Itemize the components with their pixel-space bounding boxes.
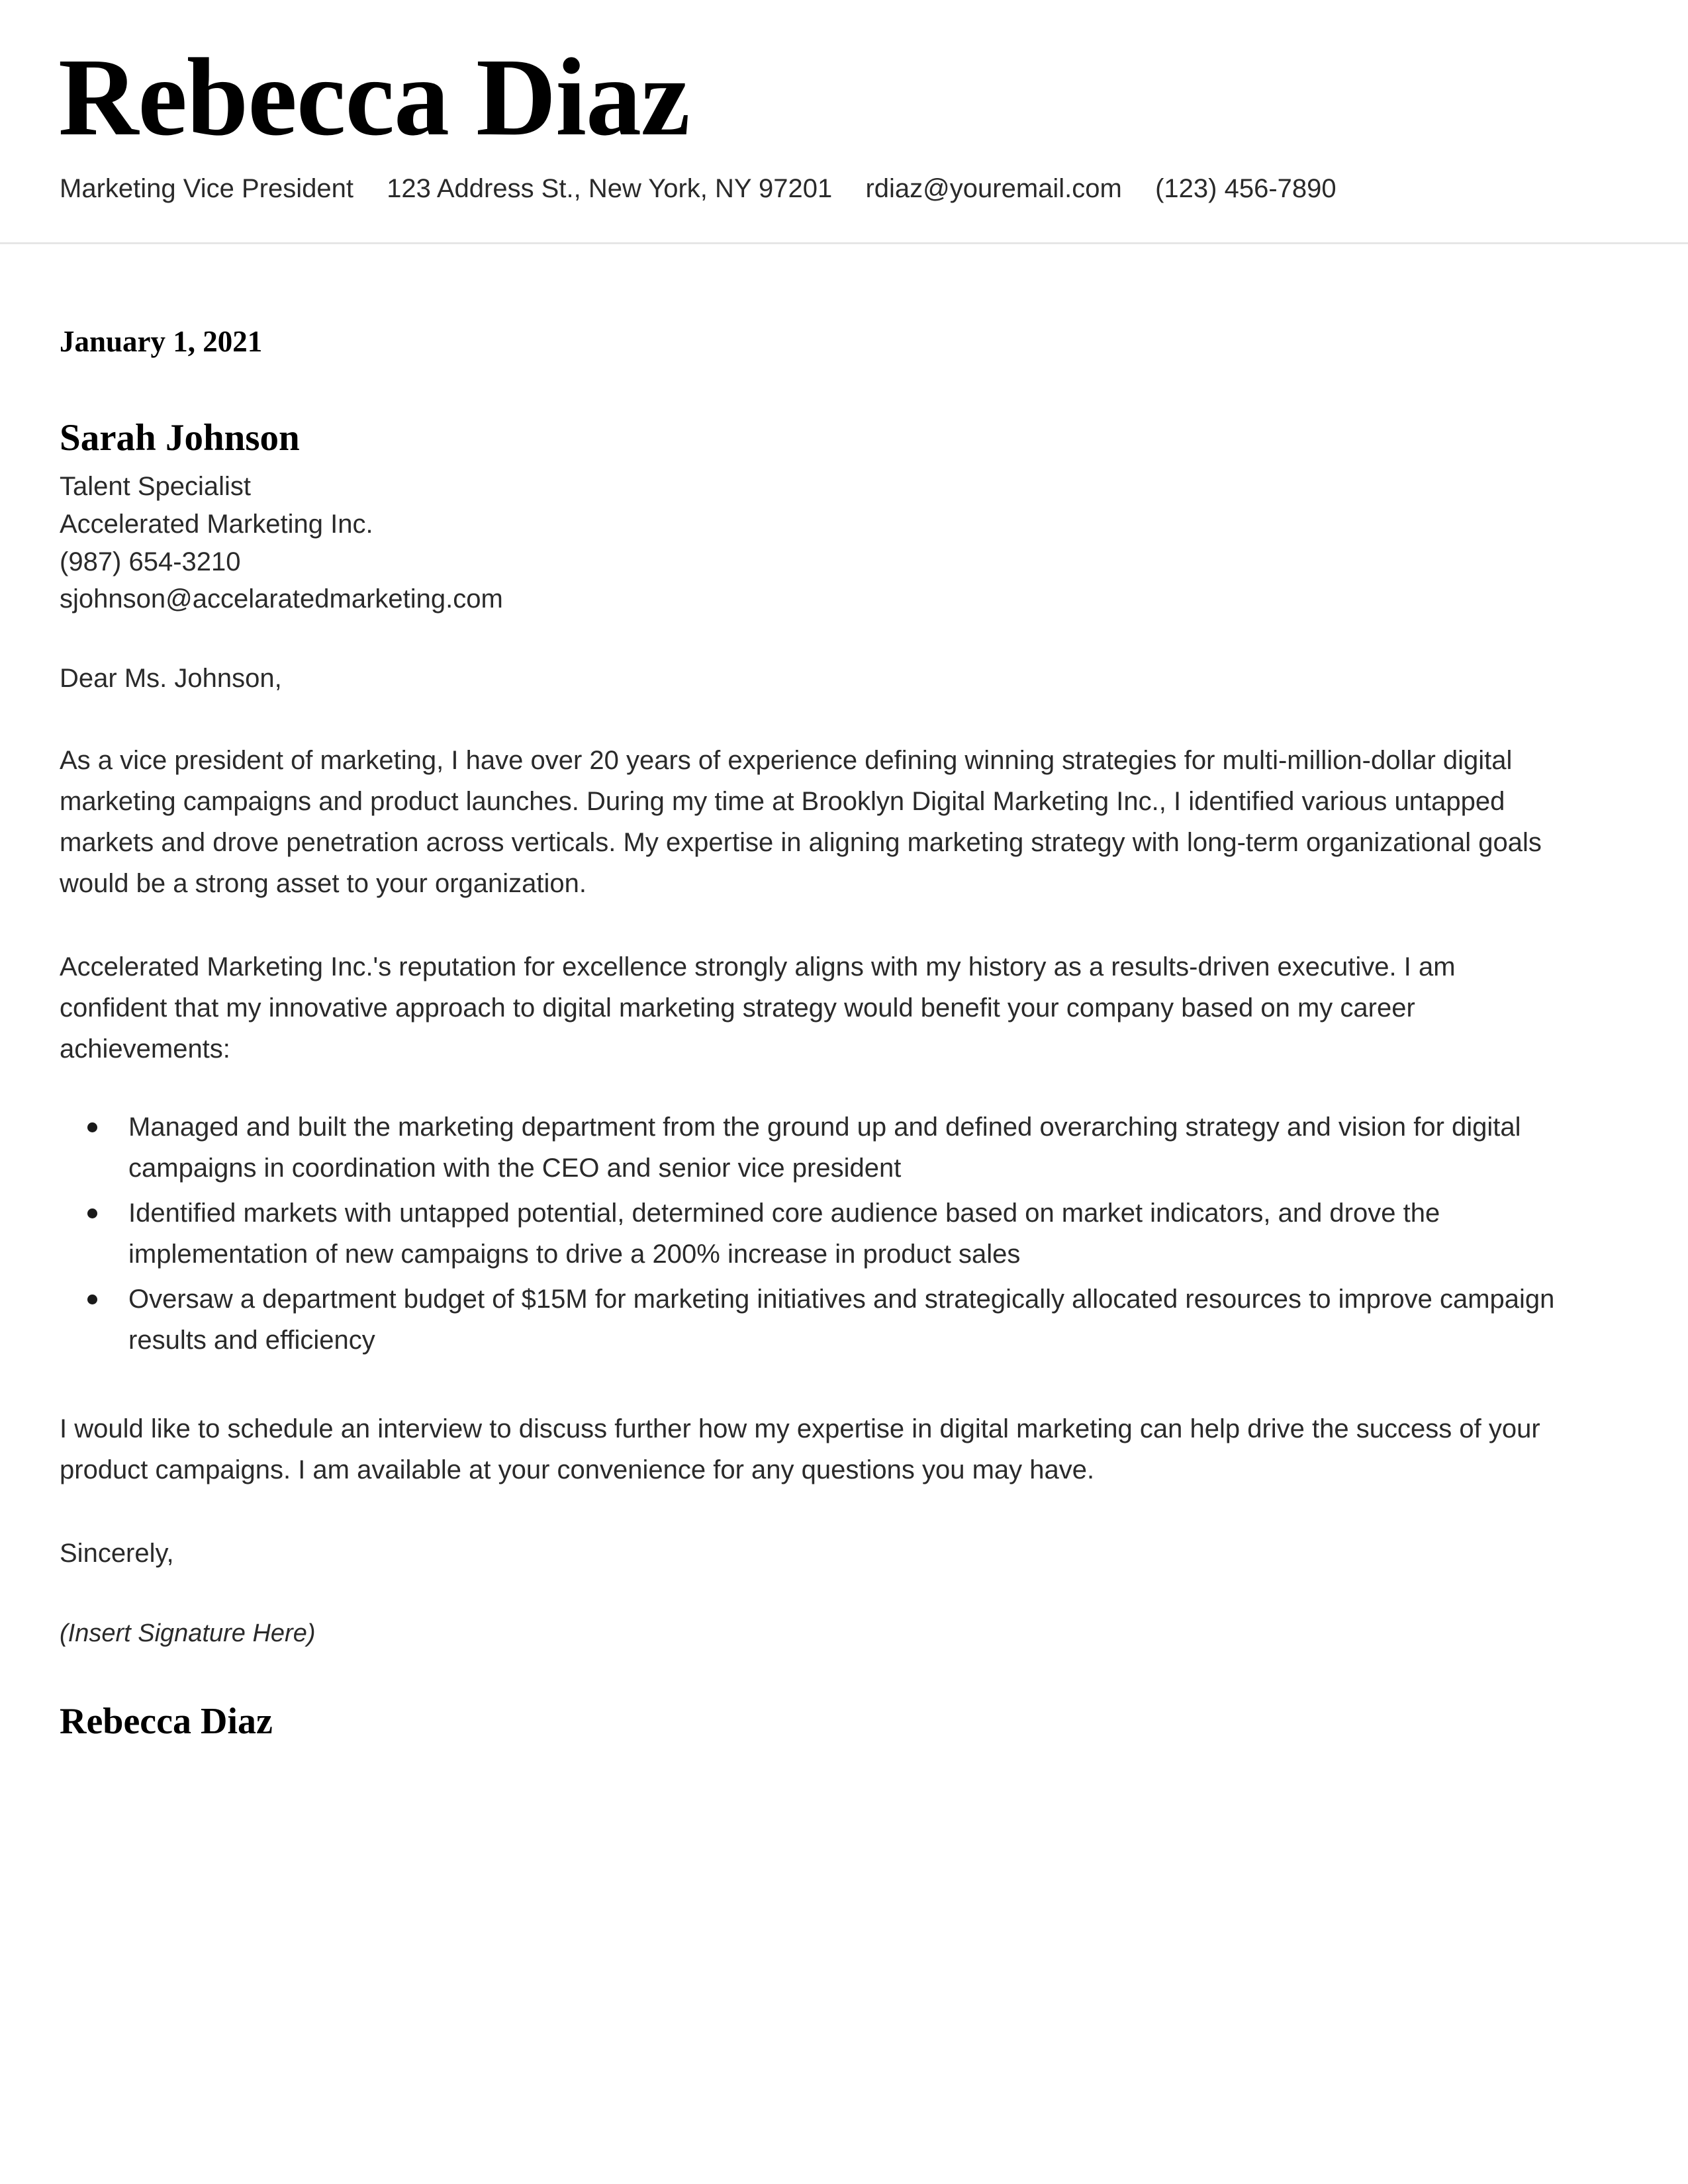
- list-item-text: Identified markets with untapped potential, determined core audience based on market indicators, and drove the implementation of new campaigns to drive a 200% increase in product sales: [128, 1199, 1440, 1269]
- bullet-point-icon: [87, 1208, 97, 1218]
- contact-info-line: [60, 173, 1688, 205]
- contact-phone: (123) 456-7890: [1155, 174, 1336, 204]
- salutation: Dear Ms. Johnson,: [60, 664, 282, 694]
- list-item: [60, 1279, 1569, 1361]
- letterhead: [0, 0, 1688, 244]
- recipient-company: Accelerated Marketing Inc.: [60, 509, 373, 539]
- recipient-phone: (987) 654-3210: [60, 547, 241, 576]
- recipient-title: Talent Specialist: [60, 471, 252, 501]
- closing-salutation: Sincerely,: [60, 1539, 174, 1569]
- body-paragraph-1: As a vice president of marketing, I have over 20 years of experience defining winning strategies for multi-million-dollar digital marketing campaigns and product launches. During my time at Brooklyn Digital Marketing Inc., I identified various untapped markets and drove penetration across verticals. My expertise in aligning marketing strategy with long-term organizational goals would be a strong asset to your organization.: [60, 746, 1542, 899]
- achievements-list: [60, 1107, 1569, 1361]
- bullet-point-icon: [87, 1295, 97, 1304]
- bullet-point-icon: [87, 1122, 97, 1132]
- list-item-text: Managed and built the marketing department from the ground up and defined overarching strategy and vision for digital campaigns in coordination with the CEO and senior vice president: [128, 1113, 1521, 1183]
- recipient-block: [60, 416, 1569, 618]
- page-title: Rebecca Diaz: [58, 36, 690, 159]
- contact-email: rdiaz@youremail.com: [865, 174, 1122, 204]
- letter-body: [0, 324, 1688, 1743]
- contact-job-title: Marketing Vice President: [60, 174, 353, 204]
- body-paragraph-3: I would like to schedule an interview to discuss further how my expertise in digital marketing can help drive the success of your product campaigns. I am available at your convenience for any questions you may have.: [60, 1414, 1540, 1485]
- list-item: [60, 1193, 1569, 1275]
- letter-date: January 1, 2021: [60, 325, 263, 359]
- list-item-text: Oversaw a department budget of $15M for marketing initiatives and strategically allocated resources to improve campaign results and efficiency: [128, 1285, 1555, 1355]
- body-paragraph-2: Accelerated Marketing Inc.'s reputation for excellence strongly aligns with my history as a results-driven executive. I am confident that my innovative approach to digital marketing strategy would benefit your company based on my career achievements:: [60, 952, 1456, 1064]
- list-item: [60, 1107, 1569, 1189]
- recipient-name: Sarah Johnson: [60, 417, 300, 459]
- header-divider: [0, 242, 1688, 244]
- contact-address: 123 Address St., New York, NY 97201: [387, 174, 833, 204]
- signature-placeholder: (Insert Signature Here): [60, 1619, 316, 1648]
- recipient-email: sjohnson@accelaratedmarketing.com: [60, 584, 503, 614]
- signer-name: Rebecca Diaz: [60, 1701, 273, 1743]
